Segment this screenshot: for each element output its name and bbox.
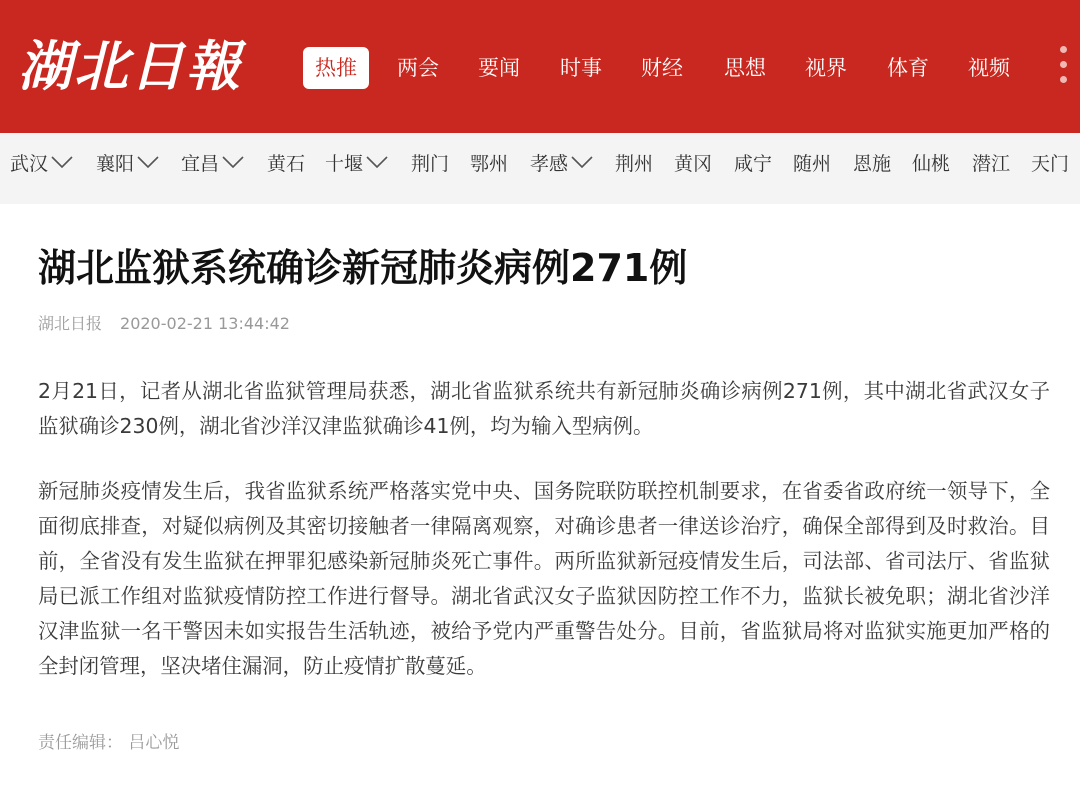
chevron-down-icon (571, 156, 593, 168)
tab-two-sessions[interactable]: 两会 (397, 56, 439, 80)
city-item-tianmen[interactable] (1031, 133, 1069, 204)
city-item-xianning[interactable] (734, 133, 772, 204)
chevron-down-icon (222, 156, 244, 168)
chevron-down-icon (51, 156, 73, 168)
city-item-wuhan[interactable] (10, 133, 73, 204)
chevron-down-icon (137, 156, 159, 168)
city-label: 潜江 (972, 153, 1011, 175)
city-item-xiantao[interactable] (912, 133, 950, 204)
tab-video[interactable]: 视频 (968, 56, 1010, 80)
city-label: 随州 (793, 153, 832, 175)
city-item-xiangyang[interactable] (96, 133, 159, 204)
city-item-huangshi[interactable] (267, 133, 305, 204)
city-item-ezhou[interactable] (470, 133, 508, 204)
tab-hot[interactable]: 热推 (303, 47, 369, 89)
city-label: 荆门 (411, 153, 450, 175)
city-label: 咸宁 (734, 153, 773, 175)
article-time: 2020-02-21 13:44:42 (120, 314, 290, 333)
city-label: 天门 (1031, 153, 1070, 175)
city-label: 鄂州 (470, 153, 509, 175)
tab-current-affairs[interactable]: 时事 (560, 56, 602, 80)
city-label: 孝感 (530, 153, 569, 175)
city-item-enshi[interactable] (853, 133, 891, 204)
city-item-yichang[interactable] (181, 133, 244, 204)
city-item-jingzhou[interactable] (615, 133, 653, 204)
tab-thought[interactable]: 思想 (724, 56, 766, 80)
city-label: 仙桃 (912, 153, 951, 175)
city-label: 黄石 (267, 153, 306, 175)
article-paragraph: 新冠肺炎疫情发生后，我省监狱系统严格落实党中央、国务院联防联控机制要求，在省委省政府统一领导下，全面彻底排查，对疑似病例及其密切接触者一律隔离观察，对确诊患者一律送诊治疗，确保全部得到及时救治。目前，全省没有发生监狱在押罪犯感染新冠肺炎死亡事件。两所监狱新冠疫情发生后，司法部、省司法厅、省监狱局已派工作组对监狱疫情防控工作进行督导。湖北省武汉女子监狱因防控工作不力，监狱长被免职；湖北省沙洋汉津监狱一名干警因未如实报告生活轨迹，被给予党内严重警告处分。目前，省监狱局将对监狱实施更加严格的全封闭管理，坚决堵住漏洞，防止疫情扩散蔓延。 (38, 479, 1050, 678)
top-header-bar (0, 0, 1080, 133)
hubei-daily-logo[interactable]: 湖北日報 (18, 34, 242, 98)
city-label: 恩施 (853, 153, 892, 175)
article-paragraph: 2月21日，记者从湖北省监狱管理局获悉，湖北省监狱系统共有新冠肺炎确诊病例271例，其中湖北省武汉女子监狱确诊230例，湖北省沙洋汉津监狱确诊41例，均为输入型病例。 (38, 379, 1050, 438)
chevron-down-icon (366, 156, 388, 168)
more-vertical-icon[interactable] (1058, 46, 1068, 84)
tab-vision[interactable]: 视界 (805, 56, 847, 80)
city-label: 襄阳 (96, 153, 135, 175)
city-label: 黄冈 (674, 153, 713, 175)
city-item-qianjiang[interactable] (972, 133, 1010, 204)
article-title: 湖北监狱系统确诊新冠肺炎病例271例 (38, 246, 688, 290)
city-item-suizhou[interactable] (793, 133, 831, 204)
city-item-shiyan[interactable] (325, 133, 388, 204)
city-label: 荆州 (615, 153, 654, 175)
article-meta (38, 312, 290, 336)
city-item-huanggang[interactable] (674, 133, 712, 204)
city-label: 武汉 (10, 153, 49, 175)
city-label: 十堰 (325, 153, 364, 175)
tab-finance[interactable]: 财经 (641, 56, 683, 80)
city-label: 宜昌 (181, 153, 220, 175)
city-item-jingmen[interactable] (411, 133, 449, 204)
article-source: 湖北日报 (38, 314, 103, 333)
tab-headlines[interactable]: 要闻 (478, 56, 520, 80)
responsible-editor: 责任编辑： 吕心悦 (38, 733, 180, 753)
tab-sports[interactable]: 体育 (887, 56, 929, 80)
city-nav-bar (0, 133, 1080, 204)
city-item-xiaogan[interactable] (530, 133, 593, 204)
